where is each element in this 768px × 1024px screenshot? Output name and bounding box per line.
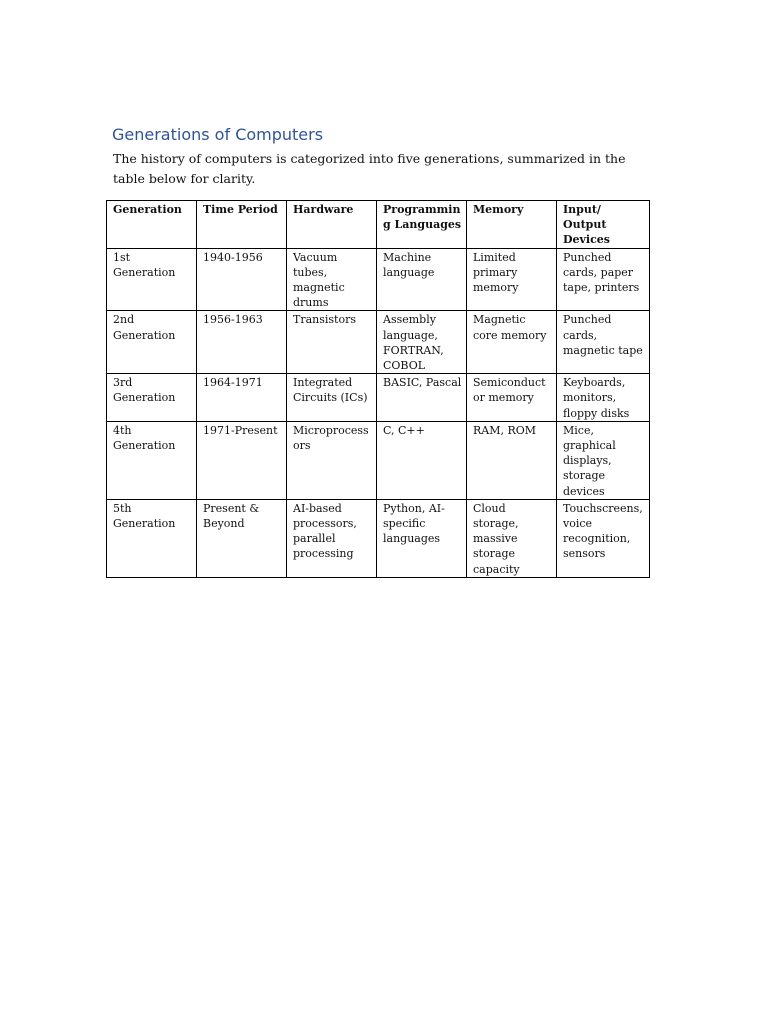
cell-memory: Limited primary memory: [467, 248, 557, 311]
table-row: [107, 499, 650, 577]
table-row: [107, 374, 650, 422]
cell-programming-languages: Python, AI-specific languages: [377, 499, 467, 577]
cell-memory: Magnetic core memory: [467, 311, 557, 374]
header-input-output-devices: Input/ Output Devices: [557, 201, 650, 249]
cell-hardware: AI-based processors, parallel processing: [287, 499, 377, 577]
cell-input-output-devices: Punched cards, paper tape, printers: [557, 248, 650, 311]
cell-programming-languages: Assembly language, FORTRAN, COBOL: [377, 311, 467, 374]
cell-generation: 4th Generation: [107, 421, 197, 499]
cell-programming-languages: BASIC, Pascal: [377, 374, 467, 422]
cell-generation: 1st Generation: [107, 248, 197, 311]
header-hardware: Hardware: [287, 201, 377, 249]
cell-time-period: Present & Beyond: [197, 499, 287, 577]
header-time-period: Time Period: [197, 201, 287, 249]
cell-generation: 3rd Generation: [107, 374, 197, 422]
table-row: [107, 421, 650, 499]
generations-table: [106, 200, 650, 578]
cell-hardware: Integrated Circuits (ICs): [287, 374, 377, 422]
cell-input-output-devices: Keyboards, monitors, floppy disks: [557, 374, 650, 422]
header-programming-languages: Programming Languages: [377, 201, 467, 249]
cell-hardware: Vacuum tubes, magnetic drums: [287, 248, 377, 311]
cell-input-output-devices: Punched cards, magnetic tape: [557, 311, 650, 374]
table-row: [107, 248, 650, 311]
cell-memory: Cloud storage, massive storage capacity: [467, 499, 557, 577]
cell-memory: RAM, ROM: [467, 421, 557, 499]
cell-memory: Semiconductor memory: [467, 374, 557, 422]
document-heading: Generations of Computers: [112, 125, 324, 144]
table-row: [107, 311, 650, 374]
cell-generation: 2nd Generation: [107, 311, 197, 374]
cell-hardware: Microprocessors: [287, 421, 377, 499]
cell-hardware: Transistors: [287, 311, 377, 374]
cell-time-period: 1956-1963: [197, 311, 287, 374]
header-generation: Generation: [107, 201, 197, 249]
cell-generation: 5th Generation: [107, 499, 197, 577]
intro-paragraph: The history of computers is categorized into five generations, summarized in the table below for clarity.: [113, 151, 626, 186]
cell-programming-languages: C, C++: [377, 421, 467, 499]
cell-input-output-devices: Mice, graphical displays, storage devices: [557, 421, 650, 499]
cell-time-period: 1940-1956: [197, 248, 287, 311]
cell-time-period: 1964-1971: [197, 374, 287, 422]
cell-programming-languages: Machine language: [377, 248, 467, 311]
cell-time-period: 1971-Present: [197, 421, 287, 499]
header-memory: Memory: [467, 201, 557, 249]
table-header-row: [107, 201, 650, 249]
cell-input-output-devices: Touchscreens, voice recognition, sensors: [557, 499, 650, 577]
